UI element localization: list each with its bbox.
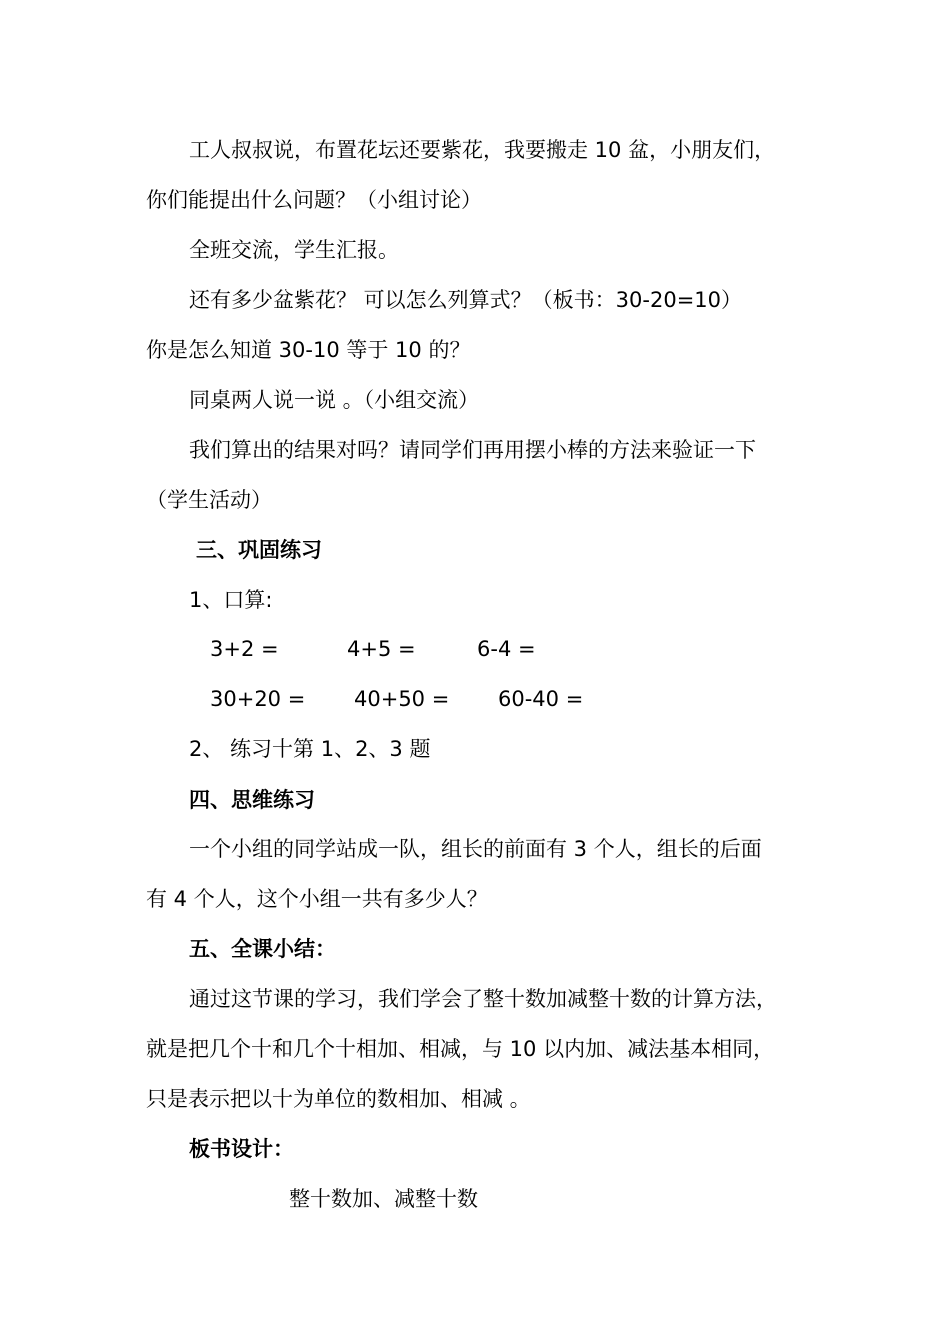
paragraph-line: （学生活动）	[146, 488, 272, 512]
paragraph-line: 通过这节课的学习，我们学会了整十数加减整十数的计算方法，	[189, 987, 777, 1011]
paragraph-line: 一个小组的同学站成一队，组长的前面有 3 个人，组长的后面	[189, 837, 762, 861]
section-heading-summary: 五、全课小结：	[189, 937, 336, 961]
paragraph-line: 2、 练习十第 1、2、3 题	[189, 737, 431, 761]
section-heading-consolidation: 三、巩固练习	[196, 538, 322, 562]
paragraph-line: 有 4 个人，这个小组一共有多少人？	[146, 887, 488, 911]
paragraph-line: 我们算出的结果对吗？请同学们再用摆小棒的方法来验证一下	[189, 438, 756, 462]
paragraph-line: 你是怎么知道 30-10 等于 10 的？	[146, 338, 471, 362]
paragraph-line: 1、口算:	[189, 588, 273, 612]
oral-calc-item: 4+5 =	[347, 637, 416, 661]
paragraph-line: 还有多少盆紫花？ 可以怎么列算式？（板书：30-20=10）	[189, 288, 743, 312]
section-heading-board-design: 板书设计：	[189, 1137, 294, 1161]
paragraph-line: 同桌两人说一说 。（小组交流）	[189, 388, 480, 412]
board-design-title: 整十数加、减整十数	[289, 1187, 478, 1211]
oral-calc-item: 30+20 =	[210, 687, 306, 711]
oral-calc-item: 6-4 =	[477, 637, 536, 661]
paragraph-line: 只是表示把以十为单位的数相加、相减 。	[146, 1087, 531, 1111]
paragraph-line: 就是把几个十和几个十相加、相减，与 10 以内加、减法基本相同，	[146, 1037, 775, 1061]
paragraph-line: 你们能提出什么问题？（小组讨论）	[146, 188, 482, 212]
paragraph-line: 工人叔叔说，布置花坛还要紫花，我要搬走 10 盆，小朋友们，	[189, 138, 776, 162]
oral-calc-item: 3+2 =	[210, 637, 279, 661]
paragraph-line: 全班交流，学生汇报。	[189, 238, 399, 262]
oral-calc-item: 40+50 =	[354, 687, 450, 711]
section-heading-thinking: 四、思维练习	[189, 788, 315, 812]
oral-calc-item: 60-40 =	[498, 687, 584, 711]
